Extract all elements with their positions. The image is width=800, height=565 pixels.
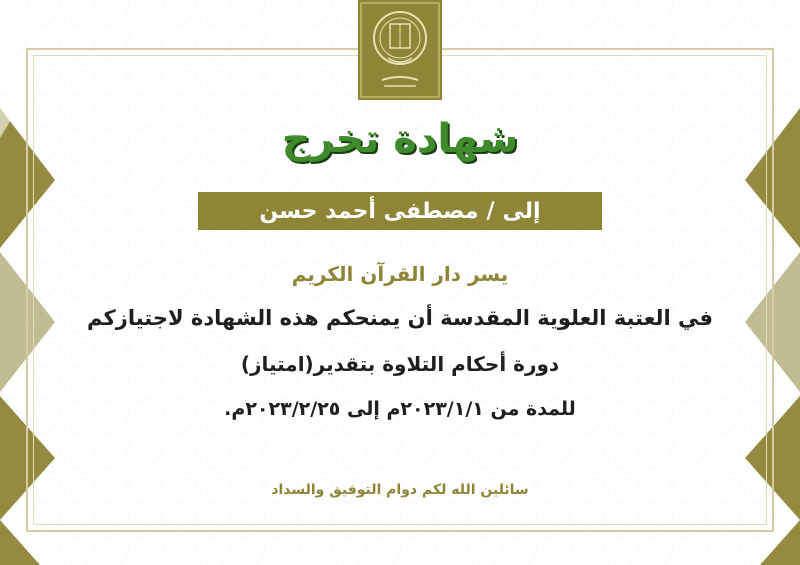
- closing-wish: سائلين الله لكم دوام التوفيق والسداد: [271, 482, 529, 498]
- grant-statement: في العتبة العلوية المقدسة أن يمنحكم هذه الشهادة لاجتيازكم: [87, 306, 713, 330]
- institution-seal-icon: [358, 0, 442, 100]
- institution-line: يسر دار القرآن الكريم: [291, 262, 509, 286]
- recipient-separator: /: [486, 198, 495, 224]
- duration-line: للمدة من ٢٠٢٣/١/١م إلى ٢٠٢٣/٢/٢٥م.: [224, 398, 576, 420]
- certificate-title: شهادة تخرج: [281, 116, 519, 162]
- recipient-name: مصطفى أحمد حسن: [259, 198, 479, 224]
- course-grade-line: دورة أحكام التلاوة بتقدير(امتياز): [240, 352, 560, 376]
- recipient-bar: [198, 192, 602, 230]
- recipient-prefix: إلى: [502, 198, 541, 224]
